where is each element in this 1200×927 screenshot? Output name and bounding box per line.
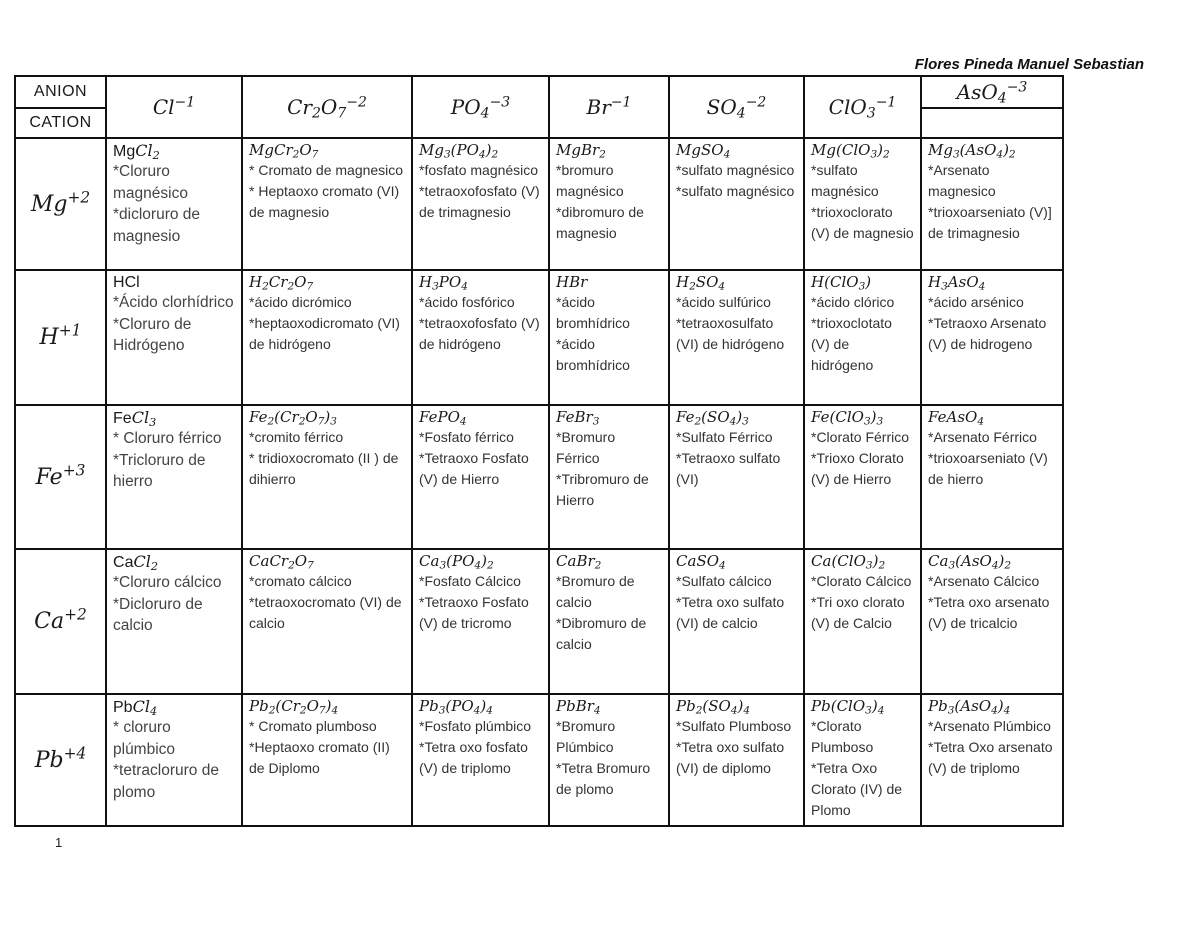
compound-name: *Tricloruro de hierro [113, 451, 206, 490]
compound-cell [921, 270, 1063, 405]
anion-aso4: AsO$_4^{-3}$ [921, 76, 1063, 108]
cation-row [15, 549, 1063, 694]
compound-formula: MgSO$_4$ [676, 141, 731, 161]
compound-name: *ácido clórico [811, 294, 895, 310]
compound-name: *ácido bromhídrico [556, 294, 630, 331]
compound-cell [242, 138, 412, 270]
compound-formula: $H_2SO_4$ [676, 273, 726, 293]
compound-cell [921, 694, 1063, 826]
compound-formula: $Ca(ClO_3)_2$ [811, 552, 886, 572]
compound-formula: $Fe(ClO_3)_3$ [811, 408, 884, 428]
compound-formula: $Ca_3(AsO_4)_2$ [928, 552, 1012, 572]
compound-cell [412, 270, 549, 405]
compound-cell [412, 549, 549, 694]
compound-name: * Heptaoxo cromato (VI) de magnesio [249, 183, 400, 220]
compound-formula: HCl [113, 274, 140, 291]
compound-formula: $Pb_2(SO_4)_4$ [676, 697, 751, 717]
anion-cl: $Cl^{-1}$ [106, 76, 242, 138]
page-number: 1 [55, 835, 63, 850]
compound-cell [669, 270, 804, 405]
compound-name: * cloruro plúmbico [113, 719, 176, 758]
compound-cell [804, 549, 921, 694]
compound-name: *ácido fosfórico [419, 294, 515, 310]
empty-header-cell [921, 108, 1063, 138]
compound-formula: $Mg_3(PO_4)_2$ [419, 141, 499, 161]
compound-name: *tetraoxofosfato (V) de hidrógeno [419, 315, 540, 352]
compound-formula: CaSO$_4$ [676, 552, 726, 572]
compound-cell [412, 694, 549, 826]
nomenclature-table [14, 75, 1064, 827]
compound-formula: MgBr$_2$ [556, 141, 606, 161]
compound-cell [549, 405, 669, 549]
compound-name: *Sulfato cálcico [676, 573, 772, 589]
compound-name: *Tetra oxo arsenato (V) de tricalcio [928, 594, 1050, 631]
compound-name: *ácido arsénico [928, 294, 1024, 310]
compound-name: *Cloruro de Hidrógeno [113, 315, 192, 354]
compound-formula: FePO$_4$ [419, 408, 467, 428]
cation-row [15, 694, 1063, 826]
compound-name: *cromato cálcico [249, 573, 352, 589]
compound-name: *Fosfato Cálcico [419, 573, 521, 589]
compound-name: *trioxoarseniato (V) de hierro [928, 450, 1048, 487]
compound-formula: FeCl$_3$ [113, 408, 157, 429]
compound-formula: $H_2Cr_2O_7$ [249, 273, 314, 293]
compound-formula: $Fe_2(SO_4)_3$ [676, 408, 749, 428]
cation-symbol: $Pb^{+4}$ [15, 694, 106, 826]
cation-row [15, 405, 1063, 549]
compound-formula: H(ClO$_3$) [811, 273, 872, 293]
compound-formula: FeBr$_3$ [556, 408, 600, 428]
compound-formula: $Pb_3(AsO_4)_4$ [928, 697, 1011, 717]
compound-name: *Dibromuro de calcio [556, 615, 647, 652]
compound-name: *dibromuro de magnesio [556, 204, 644, 241]
compound-formula: $Fe_2(Cr_2O_7)_3$ [249, 408, 337, 428]
compound-cell [106, 138, 242, 270]
compound-name: *Tetra oxo sulfato (VI) de calcio [676, 594, 785, 631]
compound-formula: CaCl$_2$ [113, 552, 158, 573]
compound-name: *Tetra Oxo Clorato (IV) de Plomo [811, 760, 903, 818]
compound-name: *tetraoxofosfato (V) de trimagnesio [419, 183, 540, 220]
compound-name: *Arsenato Plúmbico [928, 718, 1051, 734]
compound-formula: FeAsO$_4$ [928, 408, 985, 428]
compound-name: *Bromuro Plúmbico [556, 718, 616, 755]
compound-name: *Bromuro Férrico [556, 429, 616, 466]
compound-name: *Cloruro cálcico [113, 574, 222, 591]
compound-formula: CaBr$_2$ [556, 552, 602, 572]
cation-symbol: $H^{+1}$ [15, 270, 106, 405]
compound-name: *Arsenato Cálcico [928, 573, 1040, 589]
compound-name: *Fosfato férrico [419, 429, 514, 445]
compound-name: *Clorato Plumboso [811, 718, 874, 755]
cation-label: CATION [15, 108, 106, 138]
compound-cell [412, 405, 549, 549]
cation-row [15, 138, 1063, 270]
compound-cell [412, 138, 549, 270]
compound-cell [242, 549, 412, 694]
compound-cell [242, 405, 412, 549]
compound-formula: $Pb_2(Cr_2O_7)_4$ [249, 697, 339, 717]
compound-name: *Tri oxo clorato (V) de Calcio [811, 594, 905, 631]
compound-formula: HBr [556, 273, 588, 291]
compound-name: *Clorato Cálcico [811, 573, 912, 589]
compound-name: *Tetra Bromuro de plomo [556, 760, 651, 797]
compound-formula: $Mg_3(AsO_4)_2$ [928, 141, 1016, 161]
compound-cell [549, 270, 669, 405]
compound-formula: $MgCr_2O_7$ [249, 141, 319, 161]
compound-cell [106, 405, 242, 549]
compound-name: *Tetraoxo sulfato (VI) [676, 450, 781, 487]
compound-cell [669, 549, 804, 694]
compound-name: *Tetra Oxo arsenato (V) de triplomo [928, 739, 1053, 776]
compound-name: *Tribromuro de Hierro [556, 471, 649, 508]
compound-name: *heptaoxodicromato (VI) de hidrógeno [249, 315, 400, 352]
compound-cell [106, 549, 242, 694]
cation-symbol: $Mg^{+2}$ [15, 138, 106, 270]
compound-name: *Ácido clorhídrico [113, 294, 234, 311]
compound-name: *Cloruro magnésico [113, 163, 188, 202]
anion-header-row [15, 76, 1063, 108]
compound-name: *Sulfato Férrico [676, 429, 773, 445]
compound-formula: $Pb(ClO_3)_4$ [811, 697, 885, 717]
compound-name: * Cromato plumboso [249, 718, 377, 734]
compound-name: *Arsenato Férrico [928, 429, 1037, 445]
compound-name: *Bromuro de calcio [556, 573, 635, 610]
compound-name: *sulfato magnésico [676, 162, 795, 178]
compound-cell [106, 694, 242, 826]
compound-name: *sulfato magnésico [676, 183, 795, 199]
compound-name: * Cromato de magnesico [249, 162, 404, 178]
compound-cell [669, 405, 804, 549]
compound-cell [921, 405, 1063, 549]
compound-formula: MgCl$_2$ [113, 141, 160, 162]
cation-symbol: $Fe^{+3}$ [15, 405, 106, 549]
compound-cell [669, 138, 804, 270]
compound-name: *ácido sulfúrico [676, 294, 771, 310]
compound-formula: $H_3PO_4$ [419, 273, 468, 293]
compound-cell [921, 138, 1063, 270]
anion-cr2o7: $Cr_2O_7^{-2}$ [242, 76, 412, 138]
compound-name: * Cloruro férrico [113, 430, 222, 447]
compound-cell [549, 549, 669, 694]
author-name: Flores Pineda Manuel Sebastian [914, 56, 1144, 73]
compound-name: *Dicloruro de calcio [113, 595, 203, 634]
compound-formula: PbCl$_4$ [113, 697, 158, 718]
compound-name: *Clorato Férrico [811, 429, 910, 445]
compound-formula: $Pb_3(PO_4)_4$ [419, 697, 493, 717]
compound-name: *Tetra oxo fosfato (V) de triplomo [419, 739, 528, 776]
compound-formula: $H_3AsO_4$ [928, 273, 986, 293]
compound-cell [106, 270, 242, 405]
compound-formula: $Mg(ClO_3)_2$ [811, 141, 890, 161]
compound-cell [804, 138, 921, 270]
compound-name: *trioxoarseniato (V)] de trimagnesio [928, 204, 1052, 241]
compound-cell [242, 270, 412, 405]
compound-name: *Sulfato Plumboso [676, 718, 792, 734]
compound-name: *tetraoxocromato (VI) de calcio [249, 594, 402, 631]
compound-cell [549, 138, 669, 270]
compound-cell [921, 549, 1063, 694]
compound-cell [804, 694, 921, 826]
cation-row [15, 270, 1063, 405]
compound-formula: $Ca_3(PO_4)_2$ [419, 552, 494, 572]
cation-symbol: $Ca^{+2}$ [15, 549, 106, 694]
compound-cell [242, 694, 412, 826]
compound-name: *Heptaoxo cromato (II) de Diplomo [249, 739, 390, 776]
compound-name: *cromito férrico [249, 429, 344, 445]
anion-clo3: ClO$_3^{-1}$ [804, 76, 921, 138]
compound-name: *Tetraoxo Fosfato (V) de tricromo [419, 594, 529, 631]
compound-cell [669, 694, 804, 826]
compound-name: *bromuro magnésico [556, 162, 624, 199]
compound-name: * tridioxocromato (II ) de dihierro [249, 450, 399, 487]
anion-so4: $SO_4^{-2}$ [669, 76, 804, 138]
compound-name: *Tetraoxo Fosfato (V) de Hierro [419, 450, 529, 487]
compound-name: *trioxoclorato (V) de magnesio [811, 204, 914, 241]
compound-name: *ácido bromhídrico [556, 336, 630, 373]
anion-br: $Br^{-1}$ [549, 76, 669, 138]
compound-formula: PbBr$_4$ [556, 697, 601, 717]
compound-name: *ácido dicrómico [249, 294, 352, 310]
compound-cell [804, 405, 921, 549]
compound-name: *tetraoxosulfato (VI) de hidrógeno [676, 315, 785, 352]
compound-formula: $CaCr_2O_7$ [249, 552, 314, 572]
compound-name: *trioxoclotato (V) de hidrógeno [811, 315, 892, 373]
compound-cell [804, 270, 921, 405]
compound-name: *Trioxo Clorato (V) de Hierro [811, 450, 904, 487]
compound-name: *Arsenato magnesico [928, 162, 996, 199]
anion-label: ANION [15, 76, 106, 108]
compound-name: *tetracloruro de plomo [113, 762, 219, 801]
compound-name: *dicloruro de magnesio [113, 206, 201, 245]
compound-name: *fosfato magnésico [419, 162, 539, 178]
compound-name: *Tetraoxo Arsenato (V) de hidrogeno [928, 315, 1047, 352]
compound-name: *Tetra oxo sulfato (VI) de diplomo [676, 739, 785, 776]
compound-cell [549, 694, 669, 826]
compound-name: *Fosfato plúmbico [419, 718, 532, 734]
anion-po4: $PO_4^{-3}$ [412, 76, 549, 138]
compound-name: *sulfato magnésico [811, 162, 879, 199]
